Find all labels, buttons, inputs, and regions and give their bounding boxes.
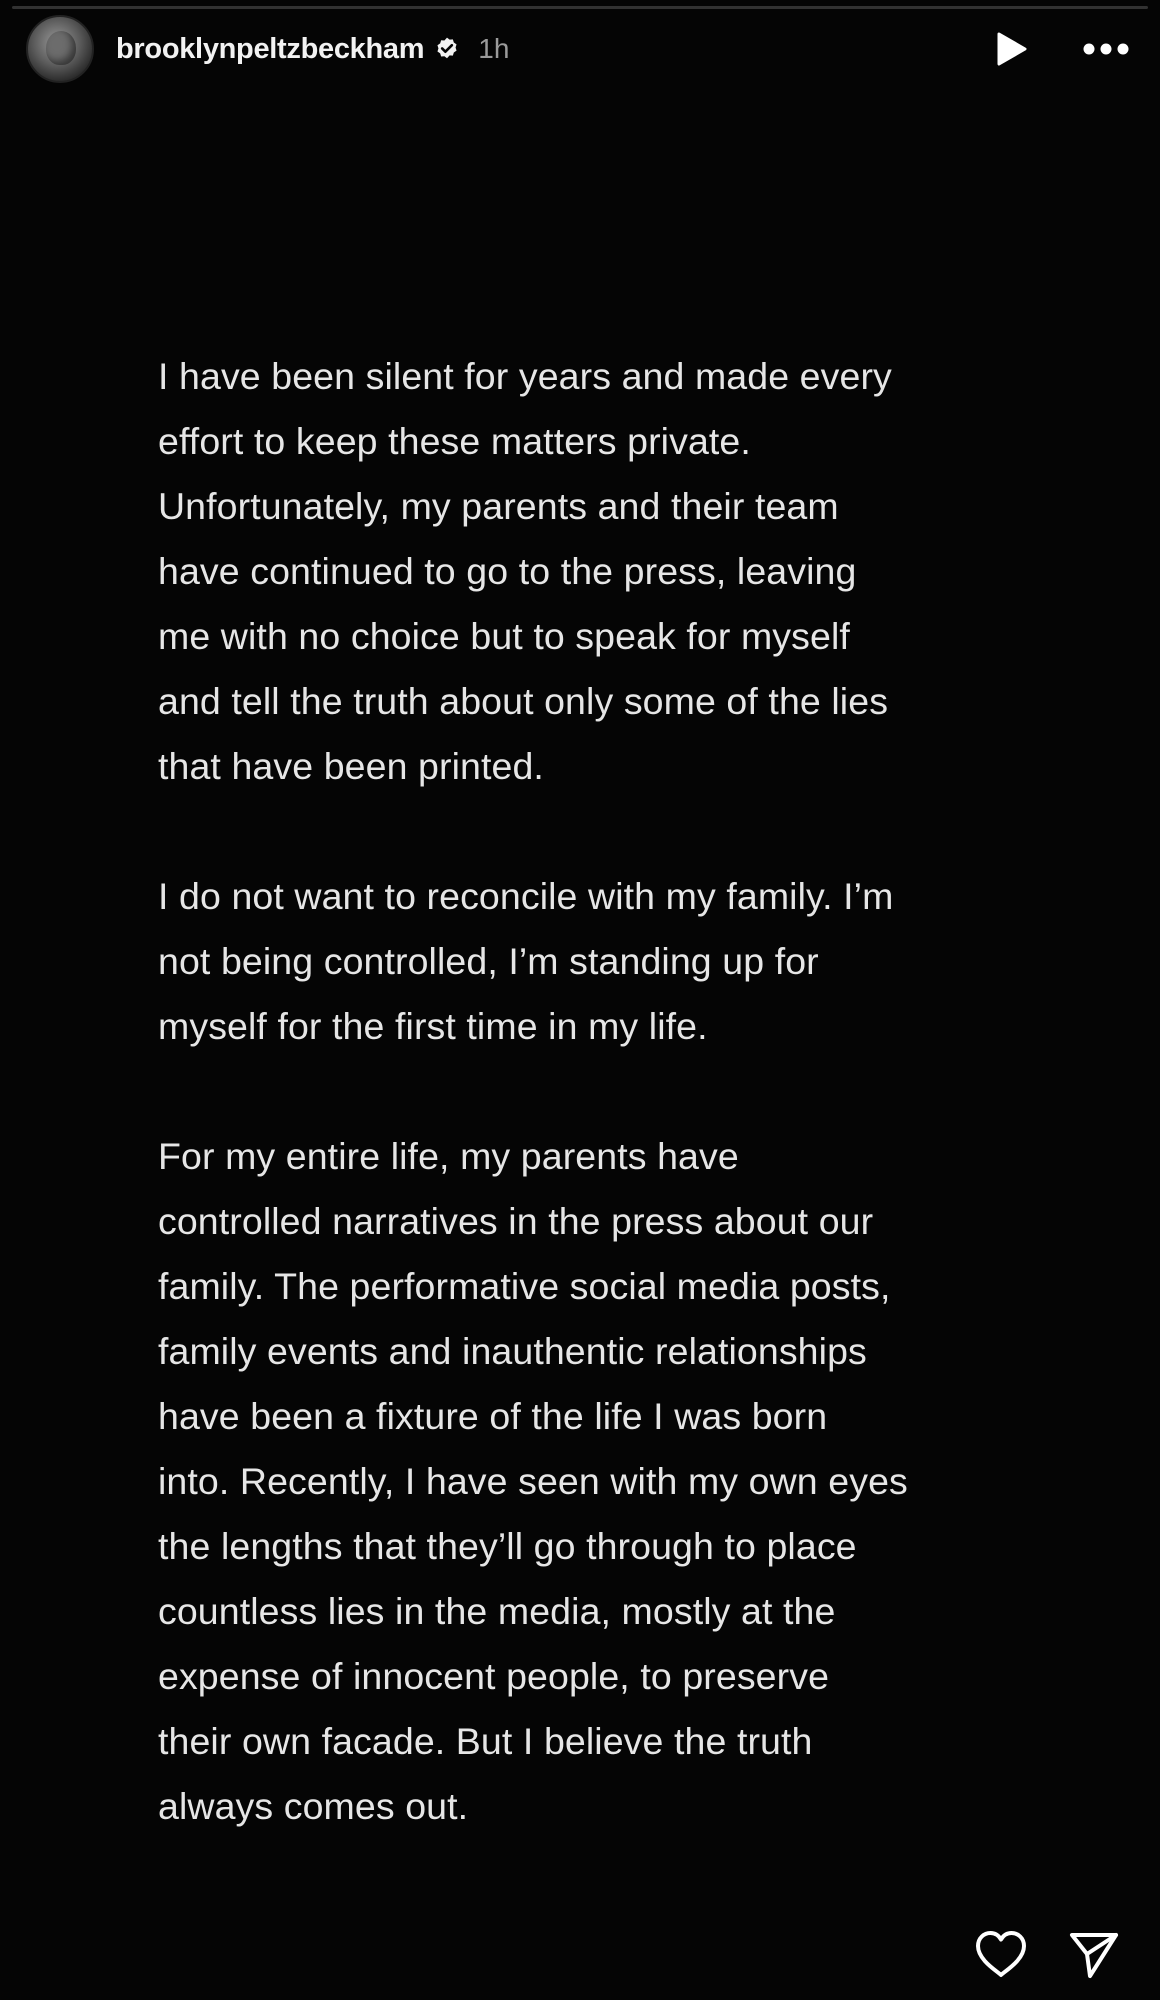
post-time: 1h — [478, 33, 510, 64]
profile-avatar[interactable] — [26, 15, 94, 83]
story-progress-bar — [12, 6, 1148, 9]
verified-badge-icon — [434, 36, 460, 62]
story-paragraph-3: For my entire life, my parents have controlled narratives in the press about our family. The performative social media posts, family events and inauthentic relationships have been a fixture of the life I was born into. Recently, I have seen with my own eyes the lengths that they’ll go through to place countless lies in the media, mostly at the expense of innocent people, to preserve their own facade. But I believe the truth always comes out. — [158, 1135, 908, 1827]
send-icon[interactable] — [1068, 1930, 1120, 1980]
story-header — [26, 14, 1134, 84]
play-icon[interactable] — [994, 31, 1028, 67]
story-paragraph-2: I do not want to reconcile with my family. I’m not being controlled, I’m standing up for myself for the first time in my life. — [158, 875, 894, 1047]
story-text-content — [158, 344, 1018, 1839]
header-controls — [994, 31, 1134, 67]
story-actions — [974, 1930, 1120, 1980]
story-paragraph-1: I have been silent for years and made every effort to keep these matters private. Unfortunately, my parents and their team have continued to go to the press, leaving me with no choice but to speak for myself and tell the truth about only some of the lies that have been printed. — [158, 355, 892, 787]
username[interactable]: brooklynpeltzbeckham — [116, 32, 425, 65]
heart-icon[interactable] — [974, 1930, 1028, 1980]
more-options-icon[interactable] — [1082, 42, 1130, 56]
